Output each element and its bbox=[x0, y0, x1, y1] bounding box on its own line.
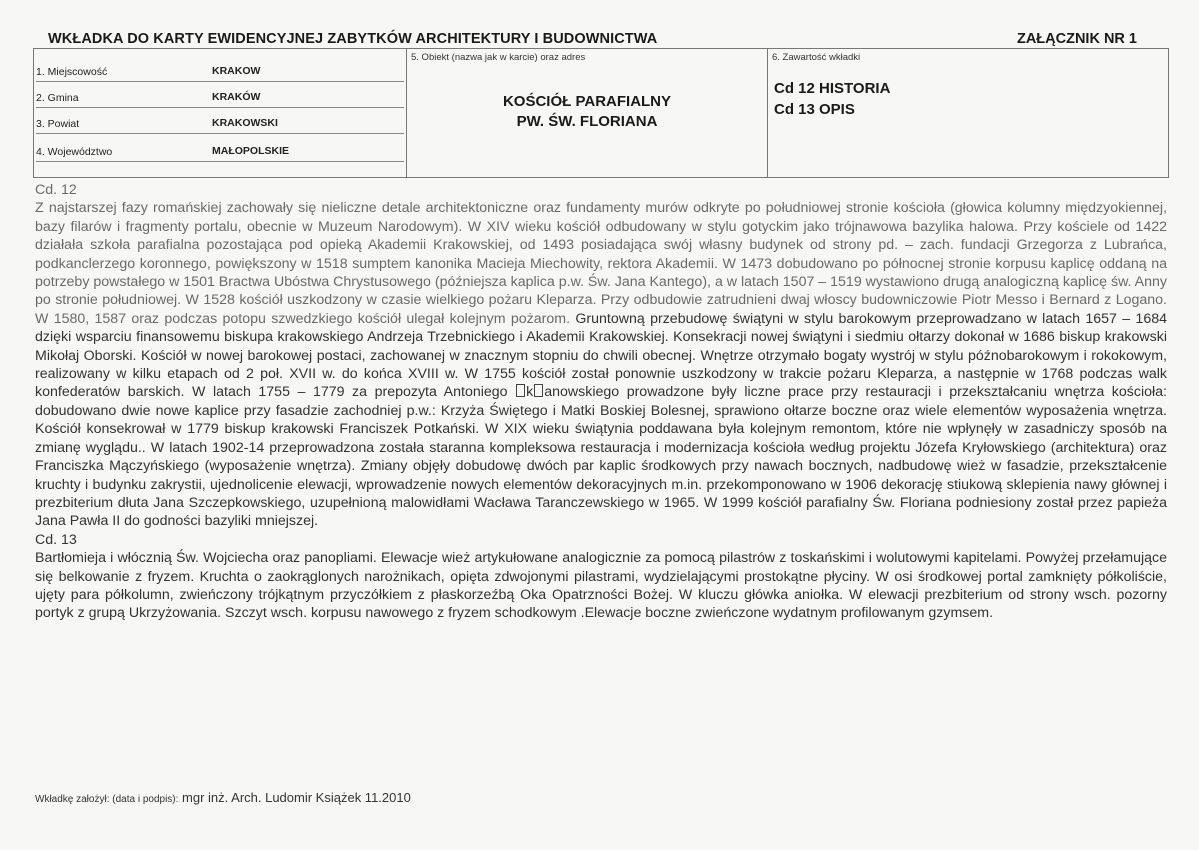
cd12-heading: Cd. 12 bbox=[35, 182, 77, 198]
document-title: WKŁADKA DO KARTY EWIDENCYJNEJ ZABYTKÓW ARCHITEKTURY I BUDOWNICTWA bbox=[48, 31, 658, 47]
field-value: KRAKÓW bbox=[212, 91, 261, 103]
missing-glyph-icon bbox=[516, 384, 525, 397]
footer-author bbox=[35, 790, 411, 805]
field-label: 4. Województwo bbox=[36, 146, 113, 158]
body-text bbox=[35, 181, 1167, 623]
object-name-line2: PW. ŚW. FLORIANA bbox=[516, 113, 658, 130]
field-commune bbox=[36, 84, 404, 108]
field-label: 2. Gmina bbox=[36, 92, 79, 104]
field-county bbox=[36, 110, 404, 134]
cd12-text-part2: Gruntowną przebudowę świątyni w stylu barokowym przeprowadzano w latach 1657 – 1684 dzięki wsparciu finansowemu biskupa krakowskiego Andrzeja Trzebnickiego i Akademii Krakowskiej. Konsekracji nowej świątyni i siedmiu ołtarzy dokonał w 1686 biskup krakowski Mikołaj Oborski. Kościół w nowej barokowej postaci, zachowanej w znacznym stopniu do chwili obecnej. Wnętrze otrzymało bogaty wystrój w stylu późnobarokowym i rokokowym, realizowany w kilku etapach od 2 poł. XVII w. do końca XVIII w. W 1755 kościół został ponownie uszkodzony w trakcie pożaru Kleparza, a następnie w 1768 podczas walk konfederatów barskich. W latach 1755 – 1779 za prepozyta Antoniego bbox=[35, 310, 1167, 401]
cd12-text-part4: anowskiego prowadzone były liczne prace przy restauracji i przekształcaniu wnętrza kościoła: dobudowano dwie nowe kaplice przy fasadzie zachodniej p.w.: Krzyża Świętego i Matki Boskiej Bolesnej, sprawiono ołtarze boczne oraz wiele elementów wyposażenia wnętrza. Kościół konsekrował w 1779 biskup krakowski Franciszek Potkański. W XIX wieku świątynia poddawana była kolejnym remontom, które nie wpłynęły w zasadniczy sposób na zmianę wyglądu.. W latach 1902-14 przeprowadzona została staranna kompleksowa restauracja i modernizacja kościoła według projektu Józefa Kryłowskiego (architektura) oraz Franciszka Mączyńskiego (wyposażenie wnętrza). Zmiany objęły dobudowę dwóch par kaplic środkowych przy nawach bocznych, nadbudowę wież w fasadzie, przekształcenie kruchty i budynku zakrystii, ujednolicenie elewacji, wprowadzenie nowych elementów dekoracyjnych m.in. przekomponowano w 1906 dekorację stiukową sklepienia nawy głównej i prezbiterium dłuta Jana Szczepkowskiego, uzupełnioną malowidłami Wacława Taranczewskiego w 1965. W 1999 kościół parafialny Św. Floriana podniesiony został przez papieża Jana Pawła II do godności bazyliki mniejszej. bbox=[35, 384, 1167, 530]
cd12-text-part3: k bbox=[526, 384, 534, 401]
underline bbox=[36, 133, 404, 134]
object-label: 5. Obiekt (nazwa jak w karcie) oraz adres bbox=[411, 52, 586, 63]
field-label: 3. Powiat bbox=[36, 118, 80, 130]
missing-glyph-icon bbox=[534, 384, 543, 397]
field-label: 1. Miejscowość bbox=[36, 66, 108, 78]
contents-item: Cd 13 OPIS bbox=[774, 101, 855, 118]
contents-label: 6. Zawartość wkładki bbox=[772, 52, 861, 63]
object-name-line1: KOŚCIÓŁ PARAFIALNY bbox=[502, 93, 672, 110]
object-name bbox=[407, 92, 767, 132]
underline bbox=[36, 107, 404, 108]
field-locality bbox=[36, 58, 404, 82]
cd13-paragraph: Bartłomieja i włócznią Św. Wojciecha oraz panopliami. Elewacje wież artykułowane analogicznie za pomocą pilastrów z toskańskimi i wolutowymi kapitelami. Powyżej przełamujące się belkowanie z fryzem. Kruchta o zaokrąglonych narożnikach, opięta zdwojonymi pilastrami, wydzielającymi prostokątne płyciny. W osi środkowej portal zamknięty półkoliście, ujęty para półkolumn, zwieńczony trójkątnym przyczółkiem z płaskorzeźbą Oka Opatrzności Bożej. W kluczu główka aniołka. W elewacji prezbiterium od strony wsch. pozorny portyk z grupą Ukrzyżowania. Szczyt wsch. korpusu nawowego z fryzem schodkowym .Elewacje boczne zwieńczone wydatnym profilowanym gzymsem. bbox=[35, 550, 1167, 622]
field-voivodeship bbox=[36, 138, 404, 162]
cd12-paragraph bbox=[35, 199, 1167, 530]
field-value: MAŁOPOLSKIE bbox=[212, 145, 290, 157]
underline bbox=[36, 161, 404, 162]
cd13-heading: Cd. 13 bbox=[35, 531, 77, 548]
field-value: KRAKOWSKI bbox=[212, 117, 278, 129]
cd12-text-part1: Z najstarszej fazy romańskiej zachowały się nieliczne detale architektoniczne oraz fundamenty murów odkryte po południowej stronie kościoła (głowica kolumny międzyokiennej, bazy filarów i fragmenty portalu, obecnie w Muzeum Narodowym). W XIV wieku kościół odbudowany w stylu gotyckim jako trójnawowa bazylika halowa. Przy kościele od 1422 działała szkoła parafialna pozostająca pod opieką Akademii Krakowskiej, od 1493 posiadająca swój własny budynek od strony pd. – zach. fundacji Grzegorza z Lubrańca, podkanclerzego koronnego, powiększony w 1518 sumptem kanonika Macieja Miechowity, rektora Akademii. W 1473 dobudowano po północnej stronie korpusu kaplicę oddaną na potrzeby powstałego w 1501 Bractwa Ubóstwa Chrystusowego (późniejsza kaplica p.w. Św. Jana Kantego), a w latach 1507 – 1519 wystawiono drugą analogiczną kaplicę św. Anny po stronie południowej. W 1528 kościół uszkodzony w czasie wielkiego pożaru Kleparza. Przy odbudowie zatrudnieni dwaj włoscy budowniczowie Piotr Messo i Bernard z Logano. W 1580, 1587 oraz podczas potopu szwedzkiego kościół ulegał kolejnym pożarom. bbox=[35, 200, 1167, 327]
underline bbox=[36, 81, 404, 82]
field-value: KRAKOW bbox=[212, 65, 261, 77]
footer-label: Wkładkę założył: (data i podpis): bbox=[35, 794, 179, 805]
column-divider bbox=[767, 48, 768, 178]
footer-value: mgr inż. Arch. Ludomir Książek 11.2010 bbox=[178, 790, 411, 805]
contents-item: Cd 12 HISTORIA bbox=[774, 80, 891, 97]
annex-number: ZAŁĄCZNIK NR 1 bbox=[1016, 31, 1137, 47]
contents-list bbox=[774, 78, 890, 120]
